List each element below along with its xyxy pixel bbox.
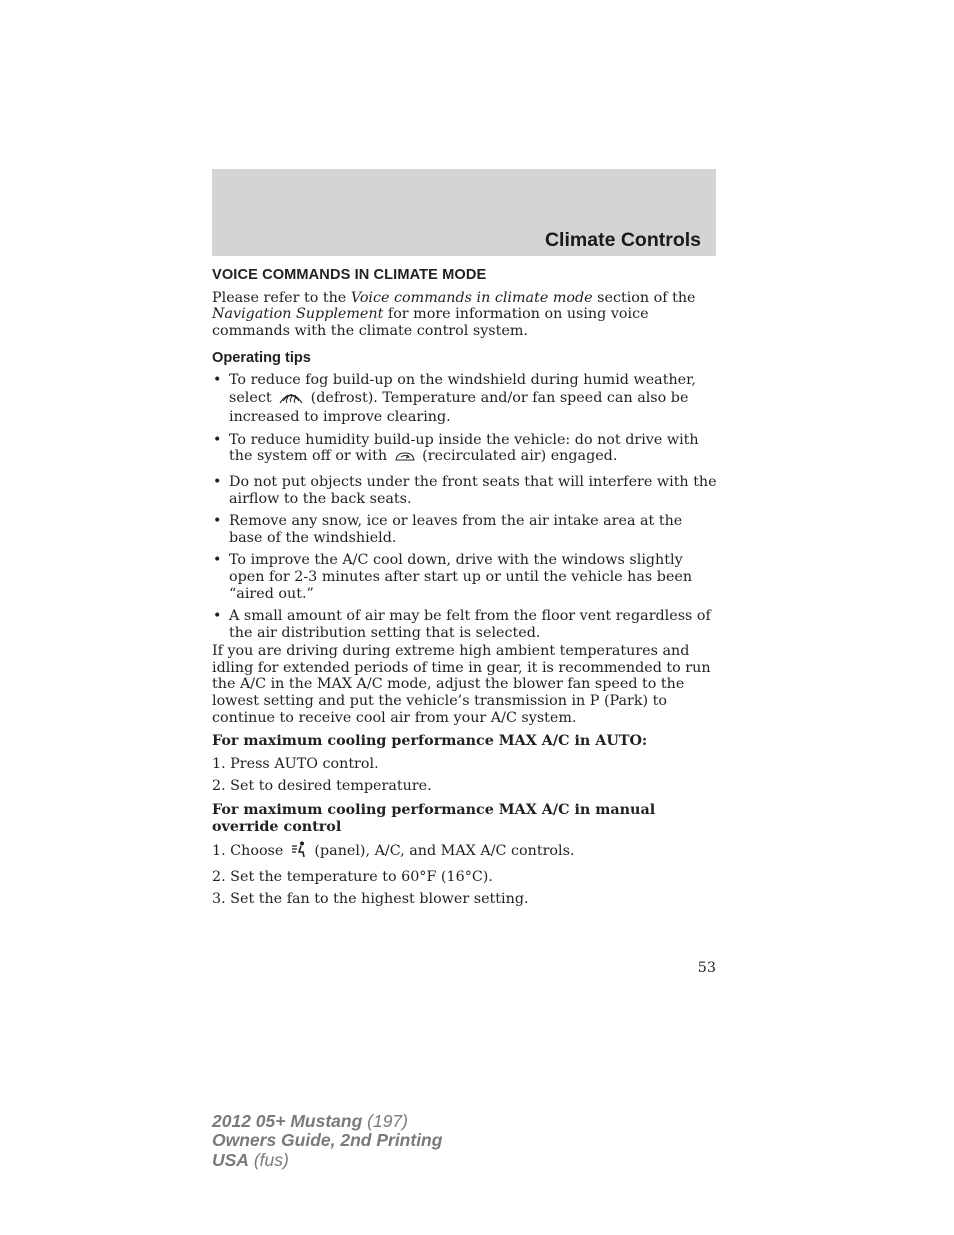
step-item: 1. Press AUTO control. bbox=[212, 755, 379, 772]
list-item: • To reduce humidity build-up inside the vehicle: do not drive with the system off or with (recirculated air) engaged. bbox=[212, 432, 718, 468]
step-item: 1. Choose (panel), A/C, and MAX A/C controls. bbox=[212, 841, 718, 863]
voice-commands-heading: VOICE COMMANDS IN CLIMATE MODE bbox=[212, 267, 487, 283]
step-item: 2. Set to desired temperature. bbox=[212, 778, 432, 795]
list-item: • A small amount of air may be felt from the floor vent regardless of the air distribution setting that is selected. bbox=[213, 608, 711, 641]
navigation-supplement-reference: Navigation Supplement bbox=[212, 306, 384, 323]
extreme-temperature-paragraph: If you are driving during extreme high ambient temperatures and idling for extended periods of time in gear, it is recommended to run the A/C in the MAX A/C mode, adjust the blower fan speed to the lowest setting and put the vehicle’s transmission in P (Park) to continue to receive cool air from your A/C system. bbox=[212, 643, 711, 726]
manual-steps bbox=[212, 841, 718, 908]
intro-paragraph: Please refer to the Voice commands in climate mode section of the Navigation Supplement for more information on using voice commands with the climate control system. bbox=[212, 289, 696, 339]
operating-tips-list bbox=[212, 372, 718, 641]
auto-mode-heading: For maximum cooling performance MAX A/C in AUTO: bbox=[212, 733, 648, 750]
section-title: Climate Controls bbox=[544, 229, 701, 251]
list-item: • Remove any snow, ice or leaves from the air intake area at the base of the windshield. bbox=[213, 513, 683, 546]
panel-vent-icon bbox=[290, 841, 308, 863]
operating-tips-heading: Operating tips bbox=[212, 350, 311, 367]
section-header-band bbox=[212, 169, 716, 256]
voice-commands-reference: Voice commands in climate mode bbox=[350, 289, 593, 306]
recirculate-icon bbox=[394, 451, 416, 468]
page-number: 53 bbox=[697, 960, 716, 976]
step-item: 3. Set the fan to the highest blower setting. bbox=[212, 891, 529, 908]
step-item: 2. Set the temperature to 60°F (16°C). bbox=[212, 868, 493, 885]
list-item: • To reduce fog build-up on the windshield during humid weather, select (defrost). Temperature and/or fan speed can also be increased to improve clearing. bbox=[213, 371, 696, 426]
page-content bbox=[212, 267, 718, 914]
auto-steps bbox=[212, 756, 718, 795]
manual-override-heading: For maximum cooling performance MAX A/C in manual override control bbox=[212, 802, 656, 835]
defrost-icon bbox=[278, 389, 304, 410]
list-item: • To improve the A/C cool down, drive with the windows slightly open for 2-3 minutes after start up or until the vehicle has been “aired out.” bbox=[213, 552, 693, 602]
document-footer: 2012 05+ Mustang (197) Owners Guide, 2nd Printing USA (fus) bbox=[212, 1111, 443, 1170]
list-item: • Do not put objects under the front seats that will interfere with the airflow to the back seats. bbox=[213, 473, 717, 507]
